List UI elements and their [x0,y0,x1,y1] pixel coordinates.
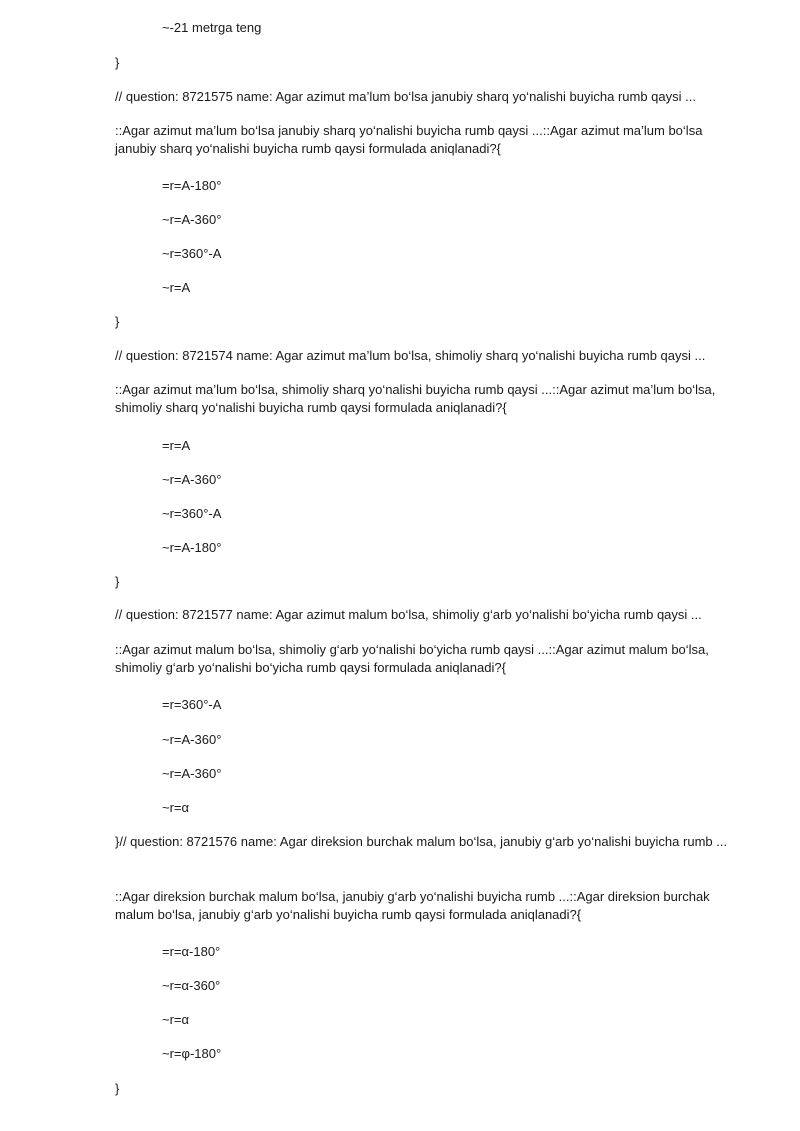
closing-brace: } [115,1081,120,1096]
answer-line: ~r=α [162,1012,190,1027]
question-comment: // question: 8721574 name: Agar azimut ma’lum bo‘lsa, shimoliy sharq yo‘nalishi buyicha rumb qaysi ... [115,348,706,363]
closing-brace: } [115,574,120,589]
closing-brace: } [115,314,120,329]
answer-line: =r=A [162,438,191,453]
answer-line: ~-21 metrga teng [162,20,262,35]
question-comment: // question: 8721575 name: Agar azimut ma’lum bo‘lsa janubiy sharq yo‘nalishi buyicha rumb qaysi ... [115,89,696,104]
answer-line: ~r=α [162,800,190,815]
question-comment: // question: 8721577 name: Agar azimut malum bo‘lsa, shimoliy g‘arb yo‘nalishi bo‘yicha rumb qaysi ... [115,607,702,622]
answer-line: =r=α-180° [162,944,221,959]
answer-line: ~r=360°-A [162,506,222,521]
answer-line: ~r=A-360° [162,472,222,487]
answer-line: ~r=360°-A [162,246,222,261]
answer-line: ~r=A-180° [162,540,222,555]
answer-line: =r=360°-A [162,697,222,712]
question-text: ::Agar direksion burchak malum bo‘lsa, janubiy g‘arb yo‘nalishi buyicha rumb ...::Agar direksion burchak malum bo‘lsa, janubiy g‘arb yo‘nalishi buyicha rumb qaysi formulada aniqlanadi?{ [115,889,710,922]
answer-line: ~r=A-360° [162,212,222,227]
answer-line: ~r=A [162,280,191,295]
closing-brace: } [115,55,120,70]
answer-line: ~r=φ-180° [162,1046,222,1061]
answer-line: ~r=A-360° [162,766,222,781]
answer-line: ~r=α-360° [162,978,221,993]
question-text: ::Agar azimut malum bo‘lsa, shimoliy g‘arb yo‘nalishi bo‘yicha rumb qaysi ...::Agar azimut malum bo‘lsa, shimoliy g‘arb yo‘nalishi bo‘yicha rumb qaysi formulada aniqlanadi?{ [115,642,709,675]
answer-line: ~r=A-360° [162,732,222,747]
question-text: ::Agar azimut ma’lum bo‘lsa, shimoliy sharq yo‘nalishi buyicha rumb qaysi ...::Agar azimut ma’lum bo‘lsa, shimoliy sharq yo‘nalishi buyicha rumb qaysi formulada aniqlanadi?{ [115,382,716,415]
question-comment: }// question: 8721576 name: Agar direksion burchak malum bo‘lsa, janubiy g‘arb yo‘nalishi buyicha rumb ... [115,834,728,849]
answer-line: =r=A-180° [162,178,222,193]
question-text: ::Agar azimut ma’lum bo‘lsa janubiy sharq yo‘nalishi buyicha rumb qaysi ...::Agar azimut ma’lum bo‘lsa janubiy sharq yo‘nalishi buyicha rumb qaysi formulada aniqlanadi?{ [115,123,703,156]
